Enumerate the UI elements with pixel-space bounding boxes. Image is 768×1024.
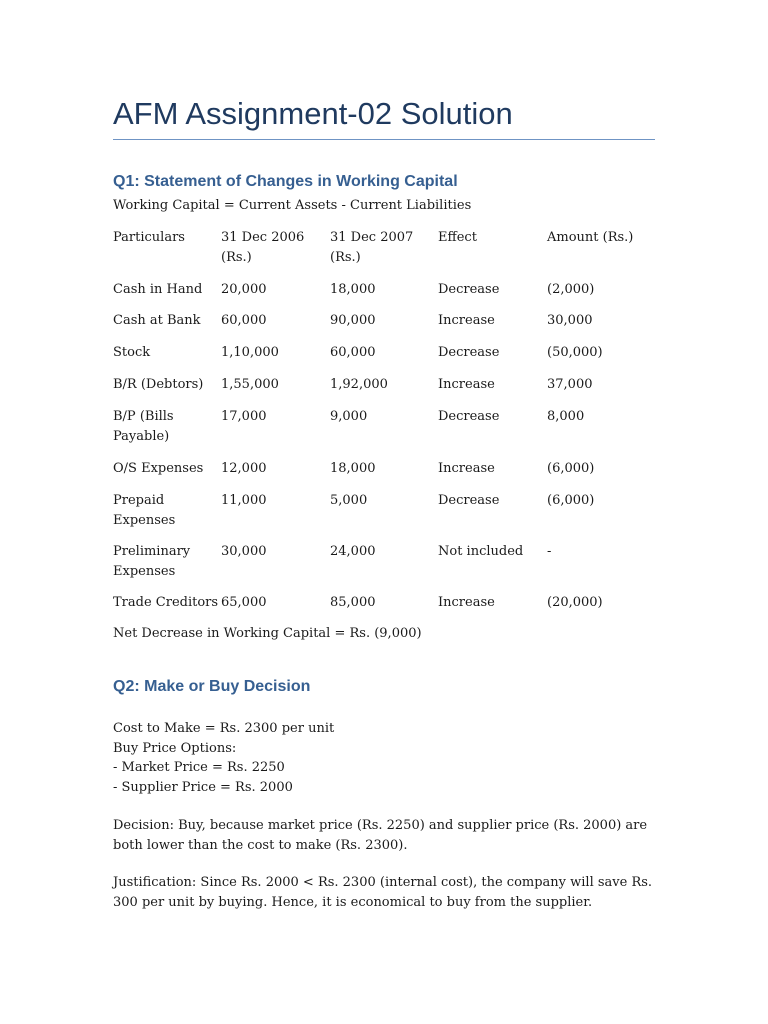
supplier-price: - Supplier Price = Rs. 2000 xyxy=(113,779,293,795)
cost-to-make: Cost to Make = Rs. 2300 per unit xyxy=(113,721,335,736)
cell-2006: 30,000 xyxy=(221,544,267,559)
cell-2007: 18,000 xyxy=(330,461,376,476)
col-header-effect: Effect xyxy=(438,230,477,245)
cell-particulars: Preliminary Expenses xyxy=(113,544,191,579)
cell-effect: Decrease xyxy=(438,493,500,508)
cell-2006: 1,10,000 xyxy=(221,345,279,360)
cell-amount: 30,000 xyxy=(547,313,593,328)
cell-amount: 37,000 xyxy=(547,377,593,392)
cell-effect: Increase xyxy=(438,377,495,392)
cell-effect: Increase xyxy=(438,595,495,610)
net-result: Net Decrease in Working Capital = Rs. (9,000) xyxy=(113,626,422,641)
col-header-2006: 31 Dec 2006 (Rs.) xyxy=(221,230,305,265)
cell-particulars: B/R (Debtors) xyxy=(113,377,204,392)
cell-2006: 60,000 xyxy=(221,313,267,328)
cell-2007: 5,000 xyxy=(330,493,368,508)
cell-2007: 90,000 xyxy=(330,313,376,328)
cell-effect: Decrease xyxy=(438,345,500,360)
document-title: AFM Assignment-02 Solution xyxy=(113,96,513,131)
cell-effect: Increase xyxy=(438,461,495,476)
working-capital-formula: Working Capital = Current Assets - Current Liabilities xyxy=(113,198,472,213)
cell-effect: Not included xyxy=(438,544,524,559)
cell-2007: 1,92,000 xyxy=(330,377,388,392)
cell-amount: (2,000) xyxy=(547,282,595,297)
decision-paragraph: Decision: Buy, because market price (Rs. 2250) and supplier price (Rs. 2000) are both lower than the cost to make (Rs. 2300). xyxy=(113,818,648,853)
buy-options-label: Buy Price Options: xyxy=(113,740,237,756)
cell-effect: Decrease xyxy=(438,409,500,424)
cell-particulars: Cash in Hand xyxy=(113,282,203,297)
market-price: - Market Price = Rs. 2250 xyxy=(113,760,285,775)
cell-particulars: B/P (Bills Payable) xyxy=(113,409,174,444)
q1-heading: Q1: Statement of Changes in Working Capital xyxy=(113,173,458,190)
col-header-2007: 31 Dec 2007 (Rs.) xyxy=(330,230,414,265)
cell-2007: 24,000 xyxy=(330,544,376,559)
q2-heading: Q2: Make or Buy Decision xyxy=(113,678,311,695)
cell-2006: 11,000 xyxy=(221,493,267,508)
cell-2006: 17,000 xyxy=(221,409,267,424)
cell-2007: 85,000 xyxy=(330,595,376,610)
title-divider xyxy=(113,139,655,140)
cell-particulars: Prepaid Expenses xyxy=(113,493,176,528)
cell-2006: 1,55,000 xyxy=(221,377,279,392)
cell-amount: - xyxy=(547,544,552,559)
cell-amount: (50,000) xyxy=(547,345,603,360)
cell-amount: 8,000 xyxy=(547,409,585,424)
cell-effect: Decrease xyxy=(438,282,500,297)
cell-2007: 9,000 xyxy=(330,409,368,424)
cell-2007: 60,000 xyxy=(330,345,376,360)
cell-particulars: Stock xyxy=(113,345,151,360)
cell-2007: 18,000 xyxy=(330,282,376,297)
cell-particulars: Cash at Bank xyxy=(113,313,201,328)
cell-2006: 20,000 xyxy=(221,282,267,297)
cell-2006: 65,000 xyxy=(221,595,267,610)
cell-amount: (20,000) xyxy=(547,595,603,610)
cell-amount: (6,000) xyxy=(547,493,595,508)
col-header-amount: Amount (Rs.) xyxy=(547,230,634,245)
cell-2006: 12,000 xyxy=(221,461,267,476)
col-header-particulars: Particulars xyxy=(113,230,185,245)
cell-particulars: Trade Creditors xyxy=(113,595,219,610)
cell-particulars: O/S Expenses xyxy=(113,461,204,476)
cell-effect: Increase xyxy=(438,313,495,328)
cell-amount: (6,000) xyxy=(547,461,595,476)
justification-paragraph: Justification: Since Rs. 2000 < Rs. 2300 (internal cost), the company will save Rs. 300 per unit by buying. Hence, it is economical to buy from the supplier. xyxy=(113,875,653,910)
